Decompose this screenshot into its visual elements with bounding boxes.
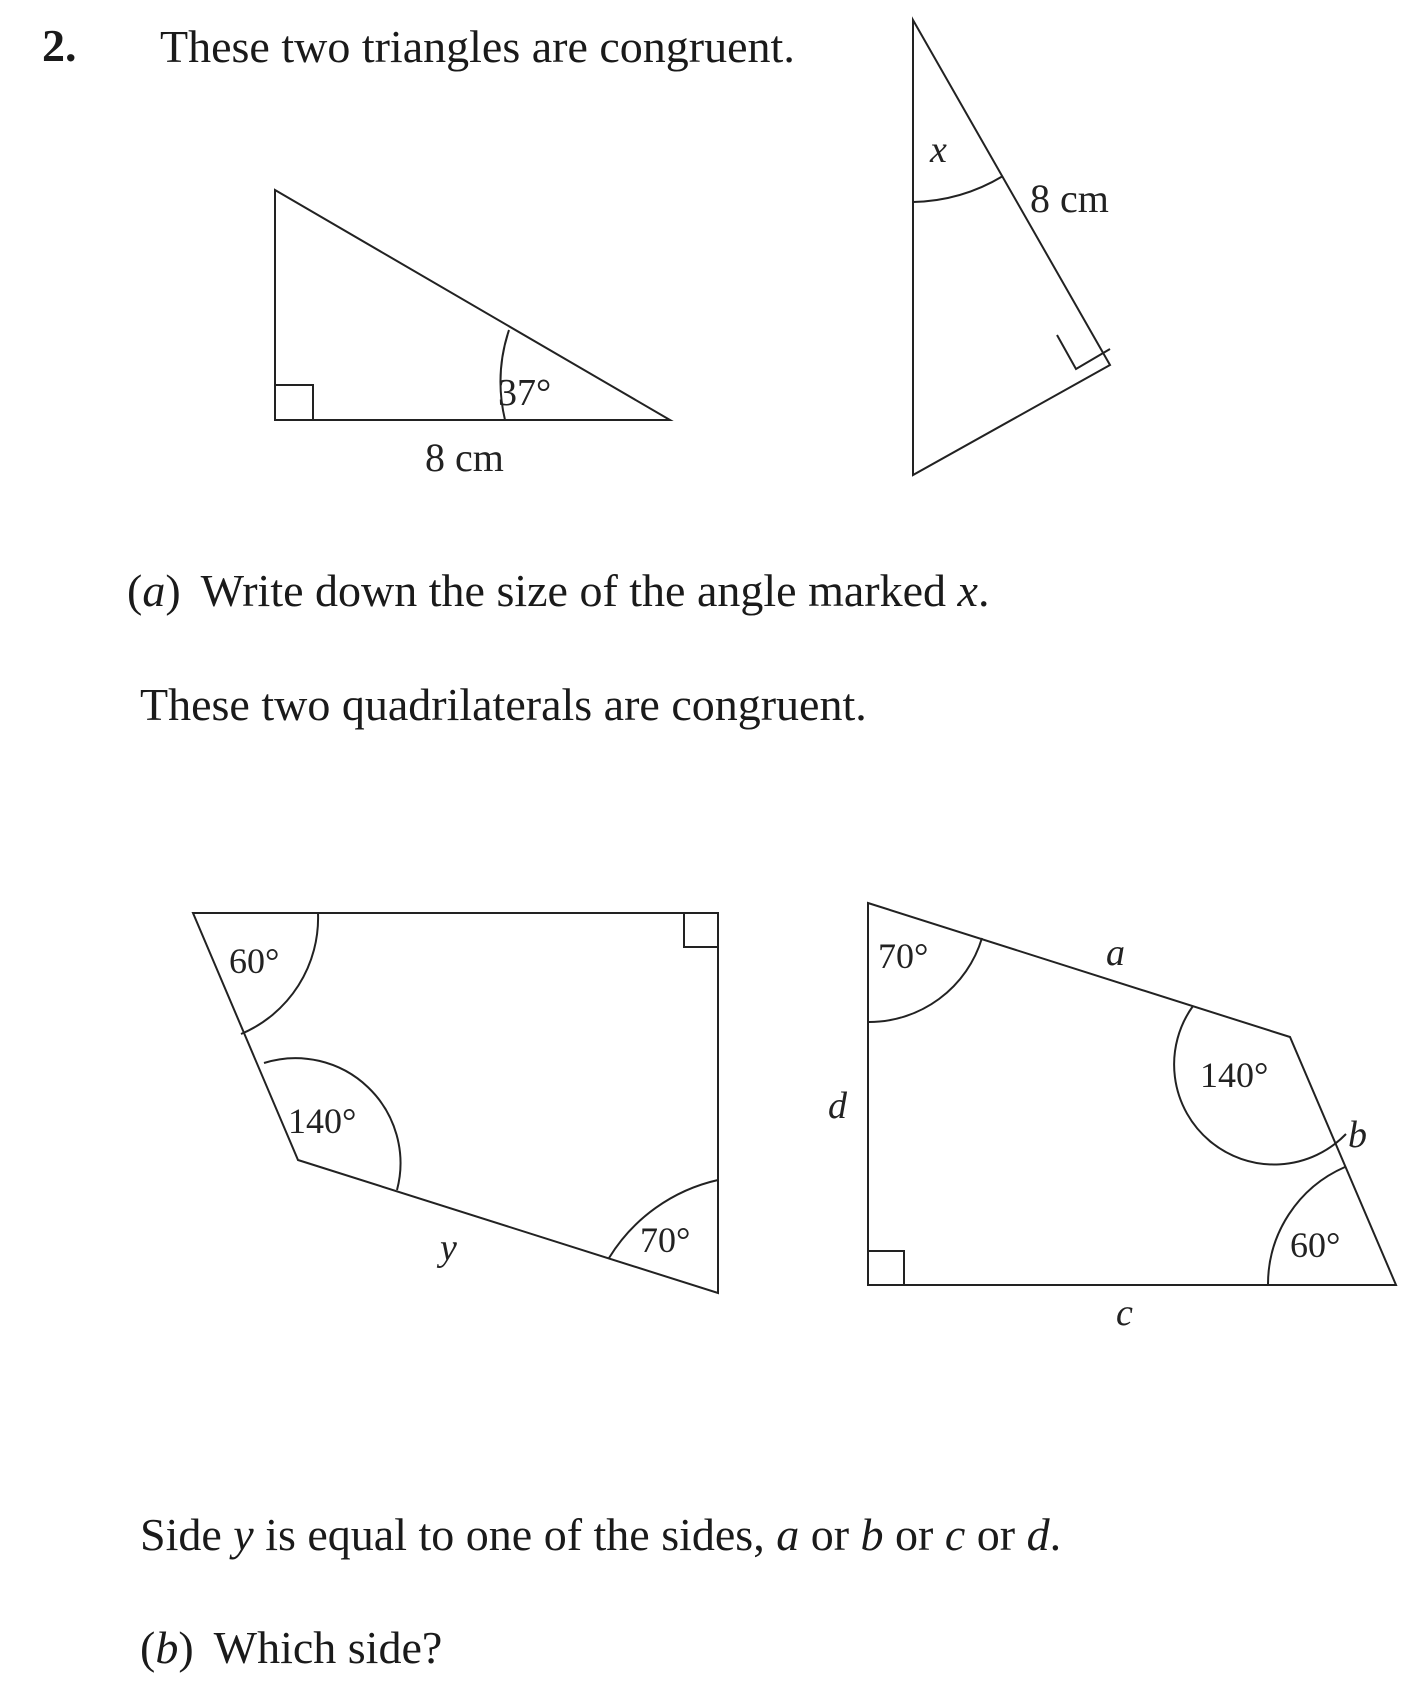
triangle-left <box>275 190 670 420</box>
part-a-var: x <box>957 565 978 616</box>
part-b-text: Which side? <box>213 1622 443 1673</box>
quadrilateral-right-side-a: a <box>1106 932 1125 974</box>
quadrilateral-right-side-b: b <box>1348 1114 1367 1156</box>
quadrilateral-right-angle-70: 70° <box>878 936 929 976</box>
quadrilateral-right-right-angle <box>868 1251 904 1285</box>
quadrilateral-right-side-d: d <box>828 1085 847 1127</box>
question-number: 2. <box>42 20 77 71</box>
part-b-open: ( <box>140 1622 156 1673</box>
part-b-intro-b: b <box>860 1509 884 1560</box>
part-a-label: a <box>142 565 166 616</box>
quadrilateral-right-angle-140: 140° <box>1200 1055 1269 1095</box>
part-a-close: ) <box>165 565 181 616</box>
part-b-intro-y: y <box>233 1509 254 1560</box>
part-b-close: ) <box>178 1622 194 1673</box>
quadrilateral-left-angle-60: 60° <box>229 941 280 981</box>
part-b-intro-a: a <box>776 1509 800 1560</box>
part-b-intro-t2: is equal to one of the sides, <box>253 1509 777 1560</box>
triangle-right-angle-arc <box>913 176 1003 202</box>
quadrilateral-right-angle-60: 60° <box>1290 1225 1341 1265</box>
part-b-label: b <box>155 1622 179 1673</box>
part-b-intro-d: d <box>1026 1509 1050 1560</box>
triangle-left-shape <box>275 190 670 420</box>
part-b-intro-t1: Side <box>140 1509 234 1560</box>
triangle-right-side-label: 8 cm <box>1030 176 1109 221</box>
part-b-intro-or2: or <box>883 1509 945 1560</box>
part-b-intro-or3: or <box>965 1509 1027 1560</box>
part-b-intro-c: c <box>944 1509 966 1560</box>
quadrilateral-left-angle-140: 140° <box>288 1101 357 1141</box>
part-a-end: . <box>977 565 990 616</box>
triangle-right-angle-label: x <box>930 129 947 171</box>
part-b-intro-end: . <box>1049 1509 1062 1560</box>
part-b-intro-or1: or <box>799 1509 861 1560</box>
triangle-right-shape <box>913 20 1110 475</box>
quadrilateral-right-side-c: c <box>1116 1292 1133 1334</box>
triangle-left-angle-label: 37° <box>498 372 552 414</box>
part-a-text: Write down the size of the angle marked <box>200 565 958 616</box>
quadrilateral-left-angle-70: 70° <box>640 1220 691 1260</box>
quadrilaterals-intro: These two quadrilaterals are congruent. <box>140 679 867 730</box>
triangle-right <box>913 20 1110 475</box>
triangle-left-right-angle <box>275 385 313 420</box>
quadrilateral-left-right-angle <box>684 913 718 947</box>
triangles-intro: These two triangles are congruent. <box>160 21 795 72</box>
quadrilateral-left-side-y: y <box>440 1227 457 1269</box>
triangle-left-side-label: 8 cm <box>425 435 504 480</box>
part-a-open: ( <box>127 565 143 616</box>
